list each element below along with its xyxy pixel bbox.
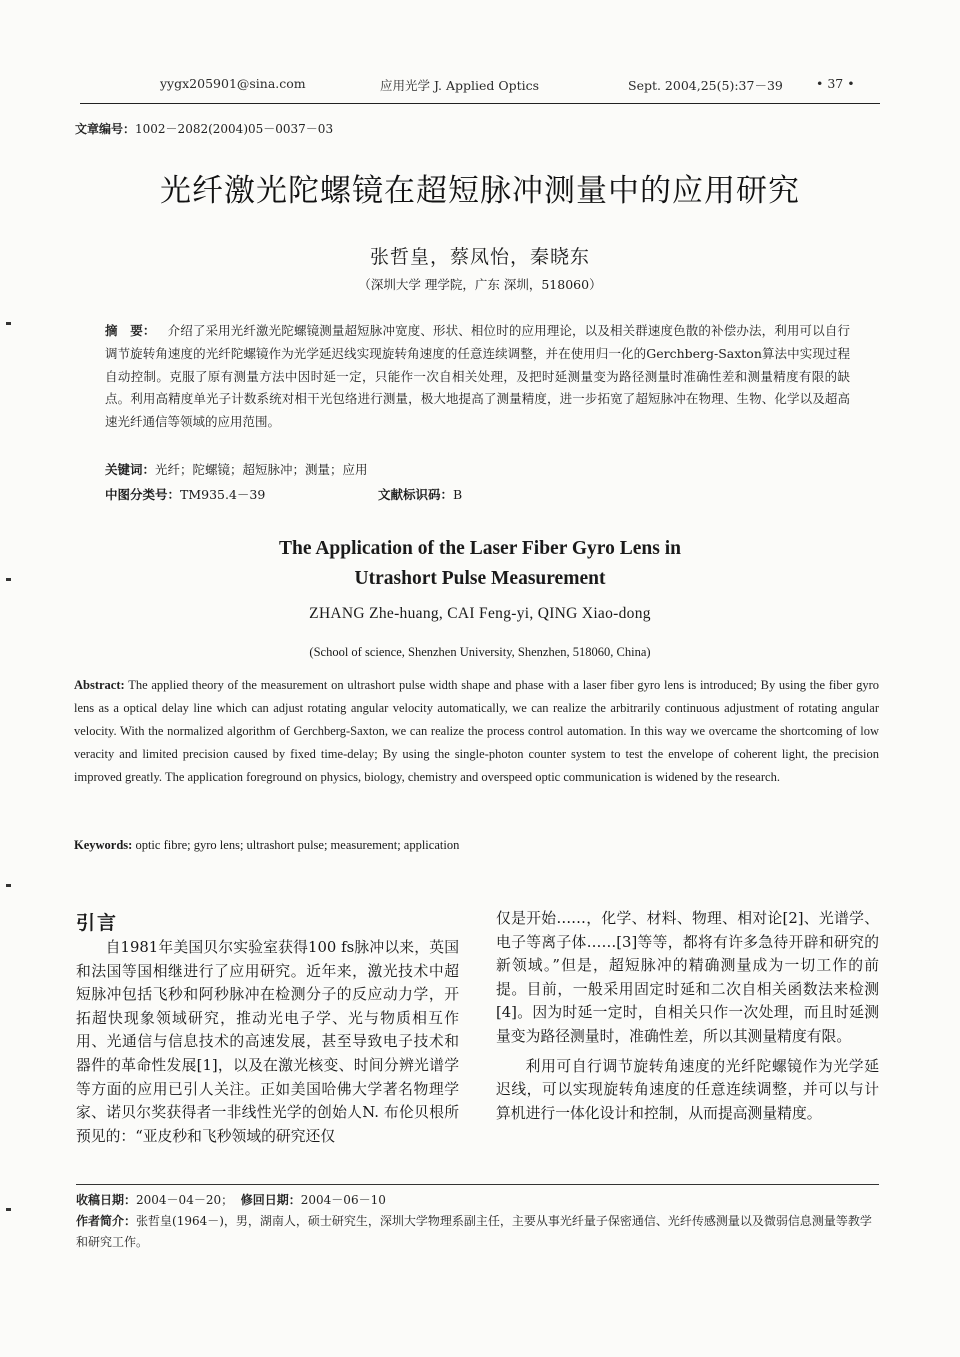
title-english-line-2: Utrashort Pulse Measurement [354,568,606,589]
margin-mark [6,322,11,325]
received-date-label: 收稿日期： [76,1193,137,1207]
title-english [0,534,960,594]
authors-english: ZHANG Zhe-huang, CAI Feng-yi, QING Xiao-dong [309,605,651,622]
abstract-english [74,674,879,789]
document-code-value: B [453,487,463,502]
footnote-dates [76,1190,881,1211]
title-english-line-1: The Application of the Laser Fiber Gyro Lens in [279,538,681,559]
header-email: yygx205901@sina.com [160,76,306,91]
keywords-chinese [105,460,368,478]
body-column-left [76,936,459,1148]
document-code [378,485,462,503]
author-bio-label: 作者简介： [76,1214,137,1228]
article-number-value: 1002－2082(2004)05－0037－03 [135,122,334,136]
keywords-english [74,838,459,853]
document-code-label: 文献标识码： [378,487,454,502]
keywords-english-text: optic fibre; gyro lens; ultrashort pulse; measurement; application [135,838,460,852]
classification-code-label: 中图分类号： [105,487,181,502]
abstract-english-label: Abstract: [74,678,125,692]
classification-code-value: TM935.4－39 [180,487,266,502]
body-paragraph: 仅是开始……，化学、材料、物理、相对论[2]、光谱学、电子等离子体……[3]等等，都将有许多急待开辟和研究的新领域。”但是，超短脉冲的精确测量成为一切工作的前提。目前，一般采用固定时延和二次自相关函数法来检测[4]。因为时延一定时，自相关只作一次处理，而且时延测量变为路径测量时，准确性差，所以其测量精度有限。 [496,910,879,1045]
affiliation-english: (School of science, Shenzhen University, Shenzhen, 518060, China) [309,645,651,659]
section-heading-introduction: 引言 [76,912,119,934]
header-page-number: • 37 • [816,76,855,91]
authors-chinese: 张哲皇，蔡凤怡，秦晓东 [369,246,590,268]
header-issue: Sept. 2004,25(5):37－39 [628,78,783,93]
article-number-label: 文章编号： [75,122,136,136]
revised-date: 2004－06－10 [300,1193,386,1207]
header-rule [80,103,880,104]
title-chinese: 光纤激光陀螺镜在超短脉冲测量中的应用研究 [160,173,800,209]
abstract-chinese-label: 摘 要： [105,323,156,338]
margin-mark [6,578,11,581]
body-paragraph: 自1981年美国贝尔实验室获得100 fs脉冲以来，英国和法国等国相继进行了应用研究。近年来，激光技术中超短脉冲包括飞秒和阿秒脉冲在检测分子的反应动力学，开拓超快现象领域研究，推动光电子学、光与物质相互作用、光通信与信息技术的高速发展，甚至导致电子技术和器件的革命性发展[1]，以及在激光核变、时间分辨光谱学等方面的应用已引人关注。正如美国哈佛大学著名物理学家、诺贝尔奖获得者一非线性光学的创始人N. 布伦贝根所预见的：“亚皮秒和飞秒领域的研究还仅 [76,939,459,1145]
keywords-english-label: Keywords: [74,838,133,852]
keywords-chinese-text: 光纤；陀螺镜；超短脉冲；测量；应用 [155,462,368,477]
abstract-chinese-text: 介绍了采用光纤激光陀螺镜测量超短脉冲宽度、形状、相位时的应用理论，以及相关群速度色散的补偿办法，利用可以自行调节旋转角速度的光纤陀螺镜作为光学延迟线实现旋转角速度的任意连续调整，并在使用归一化的Gerchberg-Saxton算法中实现过程自动控制。克服了原有测量方法中因时延一定，只能作一次自相关处理，及把时延测量变为路径测量时准确性差和测量精度有限的缺点。利用高精度单光子计数系统对相干光包络进行测量，极大地提高了测量精度，进一步拓宽了超短脉冲在物理、生物、化学以及超高速光纤通信等领域的应用范围。 [105,323,850,430]
body-paragraph: 利用可自行调节旋转角速度的光纤陀螺镜作为光学延迟线，可以实现旋转角速度的任意连续调整，并可以与计算机进行一体化设计和控制，从而提高测量精度。 [496,1057,879,1122]
abstract-english-text: The applied theory of the measurement on ultrashort pulse width shape and phase with a laser fiber gyro lens is introduced; By using the fiber gyro lens as a optical delay line which can adjust rotating angular velocity automatically, we can realize the arbitrarily continuous adjustment of rotating angular velocity. With the normalized algorithm of Gerchberg-Saxton, we can realize the process control automation. In this way we overcame the shortcoming of low veracity and limited precision caused by fixed time-delay; By using the single-photon counter system to test the envelope of coherent light, the precision improved greatly. The application foreground on physics, biology, chemistry and overspeed optic communication is widened by the research. [74,678,879,785]
received-date: 2004－04－20； [136,1193,234,1207]
classification-code [105,485,265,503]
margin-mark [6,884,11,887]
running-header [80,76,880,98]
footnote-author-bio [76,1211,881,1253]
keywords-chinese-label: 关键词： [105,462,156,477]
article-number [75,120,333,137]
header-journal: 应用光学 J. Applied Optics [380,78,540,93]
abstract-chinese [105,320,850,434]
revised-date-label: 修回日期： [240,1193,301,1207]
body-column-right [496,907,879,1125]
margin-mark [6,1208,11,1211]
affiliation-chinese: （深圳大学 理学院，广东 深圳，518060） [358,277,602,292]
author-bio-text: 张哲皇(1964－)，男，湖南人，硕士研究生，深圳大学物理系副主任，主要从事光纤量子保密通信、光纤传感测量以及微弱信息测量等教学和研究工作。 [76,1214,872,1249]
footnote-rule [76,1184,879,1185]
